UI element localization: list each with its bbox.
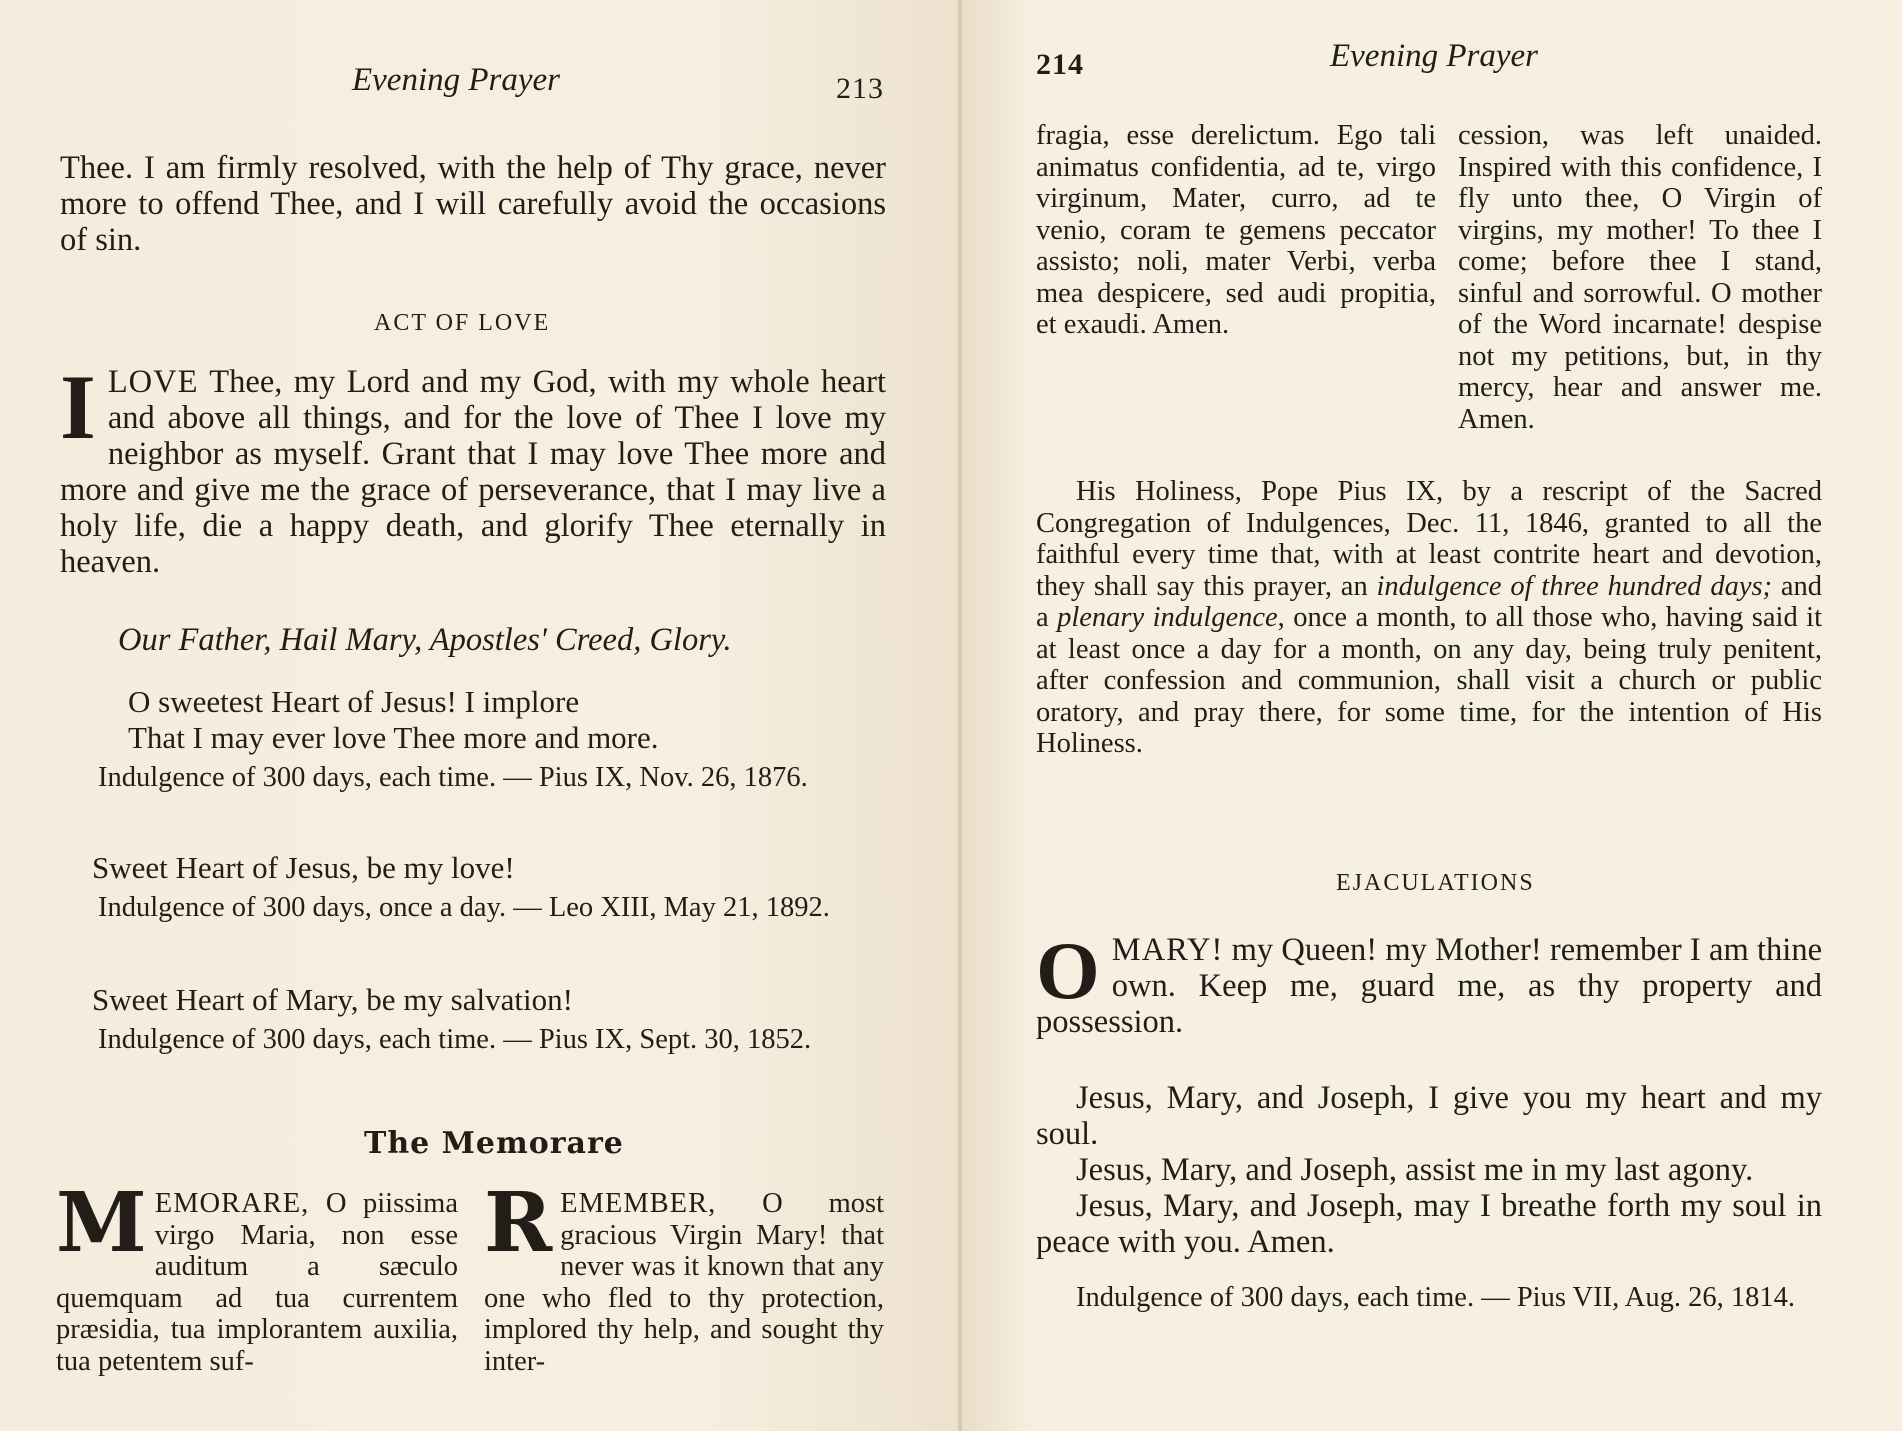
rescript-italic: indulgence of three hundred days; xyxy=(1376,570,1773,602)
latin-text: fragia, esse derelictum. Ego tali animatus confidentia, ad te, virgo virginum, Mater, curro, ad te venio, coram te gemens peccator assisto; noli, mater Verbi, verba mea despicere, sed audi propitia, et exaudi. Amen. xyxy=(1036,120,1436,340)
ejaculations-text: my Queen! my Mother! remember I am thine own. Keep me, guard me, as thy property and possession. xyxy=(1036,932,1822,1040)
rescript-paragraph xyxy=(1036,476,1822,760)
running-head: Evening Prayer xyxy=(1330,38,1539,74)
indulgence-note: Indulgence of 300 days, each time. — Pius VII, Aug. 26, 1814. xyxy=(1076,1282,1795,1313)
lead-word: LOVE xyxy=(107,364,199,400)
intro-paragraph: Thee. I am firmly resolved, with the help of Thy grace, never more to offend Thee, and I will carefully avoid the occasions of sin. xyxy=(60,150,886,258)
indulgence-note: Indulgence of 300 days, each time. — Pius IX, Sept. 30, 1852. xyxy=(98,1024,812,1055)
verse xyxy=(128,684,888,756)
act-of-love-paragraph xyxy=(60,356,886,580)
ejaculation-line: Jesus, Mary, and Joseph, I give you my heart and my soul. xyxy=(1036,1080,1822,1152)
lead-word: MARY! xyxy=(1111,932,1224,968)
english-text: cession, was left unaided. Inspired with this confidence, I fly unto thee, O Virgin of virgins, my mother! To thee I come; before thee I stand, sinful and sorrowful. O mother of the Word incarnate! despise not my petitions, but, in thy mercy, hear and answer me. Amen. xyxy=(1458,120,1822,435)
lead-word: EMEMBER, xyxy=(560,1188,717,1219)
verse-line: O sweetest Heart of Jesus! I implore xyxy=(128,684,580,719)
act-of-love-text: Thee, my Lord and my God, with my whole heart and above all things, and for the love of Thee I love my neighbor as myself. Grant that I may love Thee more and more and give me the grace of perseverance, that I may live a holy life, die a happy death, and glorify Thee eternally in heaven. xyxy=(60,364,886,580)
page-number: 214 xyxy=(1036,48,1084,81)
memorare-english-text: O most gracious Virgin Mary! that never was it known that any one who fled to thy protection, implored thy help, and sought thy inter- xyxy=(484,1188,884,1377)
ejaculation: Sweet Heart of Mary, be my salvation! xyxy=(92,982,573,1017)
verse-line: That I may ever love Thee more and more. xyxy=(128,720,659,755)
dropcap: O xyxy=(1036,925,1100,1016)
rescript-text: and a xyxy=(1036,570,1822,633)
memorare-latin-text: O piissima virgo Maria, non esse auditum a sæculo quemquam ad tua currentem præsidia, tua implorantem auxilia, tua petentem suf- xyxy=(56,1188,458,1377)
memorare-latin-column xyxy=(56,1175,458,1377)
page-number: 213 xyxy=(836,72,884,105)
ejaculation-line: Jesus, Mary, and Joseph, assist me in my last agony. xyxy=(1076,1152,1754,1188)
dropcap: M xyxy=(56,1175,147,1271)
rescript-text: , once a month, to all those who, having said it at least once a day for a month, on any day, being truly penitent, after confession and communion, shall visit a church or public oratory, and pray there, for some time, for the intention of His Holiness. xyxy=(1036,602,1822,759)
right-page xyxy=(962,0,1902,1431)
lead-word: EMORARE, xyxy=(154,1188,310,1219)
indulgence-note: Indulgence of 300 days, once a day. — Leo XIII, May 21, 1892. xyxy=(98,892,830,923)
ejaculations-paragraph xyxy=(1036,925,1822,1040)
ejaculations-heading: EJACULATIONS xyxy=(1336,870,1535,896)
ejaculation-line: Jesus, Mary, and Joseph, may I breathe forth my soul in peace with you. Amen. xyxy=(1036,1188,1822,1260)
ejaculation: Sweet Heart of Jesus, be my love! xyxy=(92,850,515,885)
memorare-english-continued xyxy=(1458,120,1822,435)
memorare-latin-continued xyxy=(1036,120,1436,341)
indulgence-note: Indulgence of 300 days, each time. — Pius IX, Nov. 26, 1876. xyxy=(98,762,808,793)
act-of-love-heading: ACT OF LOVE xyxy=(374,310,551,336)
holy-family-ejaculations xyxy=(1036,1080,1822,1260)
dropcap: I xyxy=(60,356,96,458)
running-head: Evening Prayer xyxy=(352,62,561,98)
prayers-line: Our Father, Hail Mary, Apostles' Creed, Glory. xyxy=(118,622,732,658)
dropcap: R xyxy=(484,1175,553,1271)
rescript-italic: plenary indulgence xyxy=(1057,602,1278,633)
memorare-heading: The Memorare xyxy=(364,1126,624,1161)
memorare-english-column xyxy=(484,1175,884,1377)
rescript-text: His Holiness, Pope Pius IX, by a rescript of the Sacred Congregation of Indulgences, Dec. 11, 1846, granted to all the faithful every time that, with at least contrite heart and devotion, they shall say this prayer, an xyxy=(1036,476,1822,602)
